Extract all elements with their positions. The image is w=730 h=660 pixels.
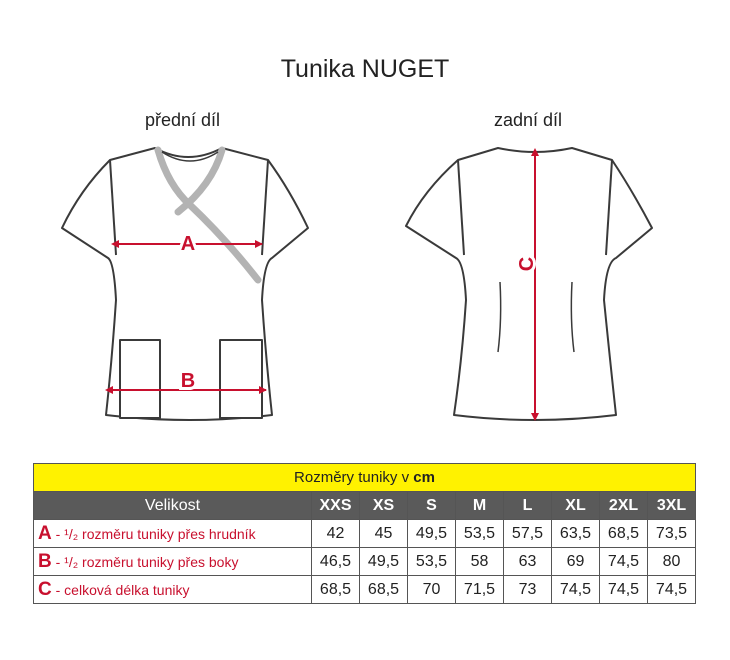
row-label bbox=[34, 576, 312, 604]
table-cell: 74,5 bbox=[648, 576, 696, 604]
table-cell: 58 bbox=[456, 548, 504, 576]
table-cell: 73 bbox=[504, 576, 552, 604]
row-label bbox=[34, 520, 312, 548]
dimension-a-label: A bbox=[180, 233, 196, 255]
back-view-label: zadní díl bbox=[494, 110, 563, 130]
table-cell: 46,5 bbox=[312, 548, 360, 576]
front-view-label: přední díl bbox=[145, 110, 221, 130]
table-row bbox=[34, 576, 696, 604]
table-cell: 63,5 bbox=[552, 520, 600, 548]
row-description: - ¹/₂ rozměru tuniky přes boky bbox=[51, 553, 239, 570]
table-cell: 71,5 bbox=[456, 576, 504, 604]
table-header-row bbox=[34, 492, 696, 520]
table-cell: 63 bbox=[504, 548, 552, 576]
table-cell: 74,5 bbox=[600, 576, 648, 604]
table-cell: 69 bbox=[552, 548, 600, 576]
table-cell: 68,5 bbox=[312, 576, 360, 604]
back-tunic-outline bbox=[406, 148, 652, 420]
size-m: M bbox=[456, 492, 504, 520]
size-header: Velikost bbox=[34, 492, 312, 520]
size-xl: XL bbox=[552, 492, 600, 520]
dimension-b-label: B bbox=[180, 370, 196, 392]
size-l: L bbox=[504, 492, 552, 520]
table-cell: 49,5 bbox=[360, 548, 408, 576]
table-cell: 49,5 bbox=[408, 520, 456, 548]
table-cell: 42 bbox=[312, 520, 360, 548]
table-cell: 45 bbox=[360, 520, 408, 548]
table-caption-unit: cm bbox=[413, 469, 435, 486]
dimension-c-label: C bbox=[516, 256, 538, 272]
table-row bbox=[34, 520, 696, 548]
size-s: S bbox=[408, 492, 456, 520]
table-cell: 80 bbox=[648, 548, 696, 576]
size-3xl: 3XL bbox=[648, 492, 696, 520]
table-cell: 74,5 bbox=[552, 576, 600, 604]
table-cell: 57,5 bbox=[504, 520, 552, 548]
row-label bbox=[34, 548, 312, 576]
row-description: - celková délka tuniky bbox=[51, 581, 190, 598]
table-caption: Rozměry tuniky v cm bbox=[34, 464, 696, 492]
table-cell: 70 bbox=[408, 576, 456, 604]
size-xxs: XXS bbox=[312, 492, 360, 520]
table-caption-row bbox=[34, 464, 696, 492]
table-row bbox=[34, 548, 696, 576]
table-cell: 68,5 bbox=[600, 520, 648, 548]
row-letter: A bbox=[38, 522, 52, 544]
table-cell: 68,5 bbox=[360, 576, 408, 604]
table-cell: 53,5 bbox=[456, 520, 504, 548]
table-cell: 73,5 bbox=[648, 520, 696, 548]
front-collar-band bbox=[158, 150, 258, 280]
size-xs: XS bbox=[360, 492, 408, 520]
row-letter: C bbox=[38, 578, 52, 600]
table-cell: 74,5 bbox=[600, 548, 648, 576]
row-letter: B bbox=[38, 550, 52, 572]
size-table bbox=[33, 463, 696, 604]
table-cell: 53,5 bbox=[408, 548, 456, 576]
row-description: - ¹/₂ rozměru tuniky přes hrudník bbox=[51, 525, 256, 542]
size-2xl: 2XL bbox=[600, 492, 648, 520]
page-title: Tunika NUGET bbox=[280, 55, 450, 83]
